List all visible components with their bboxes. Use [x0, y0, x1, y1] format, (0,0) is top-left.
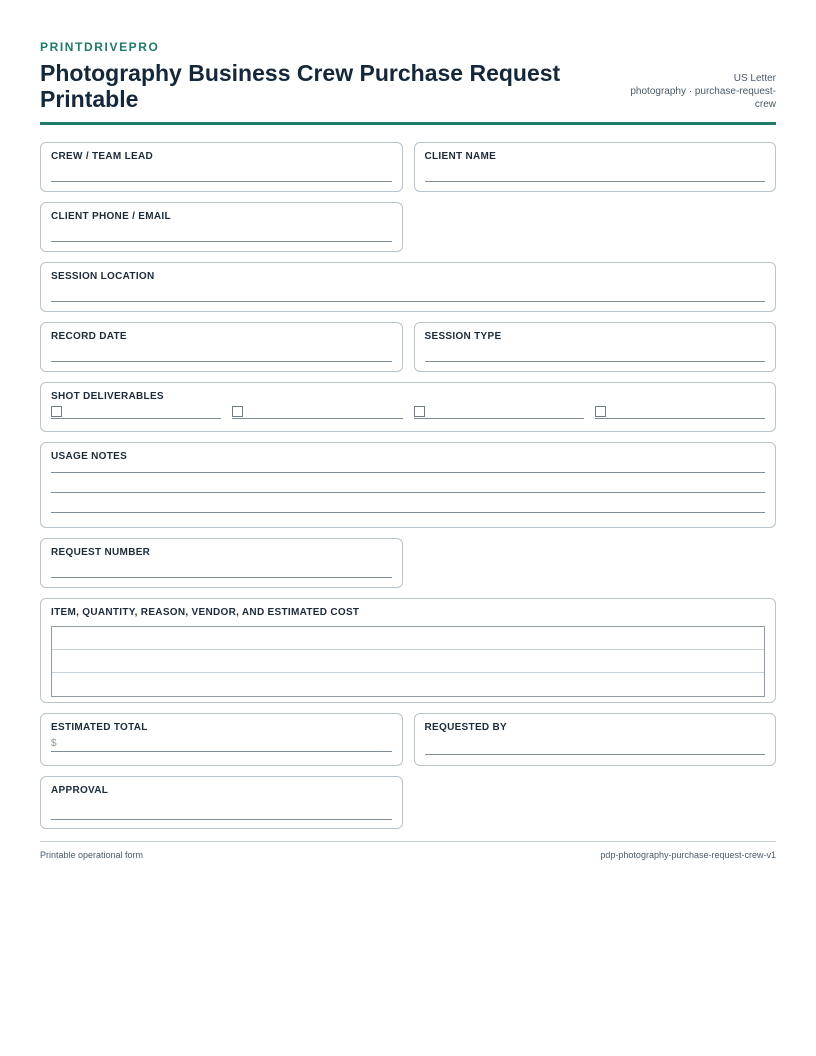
client-name-label: CLIENT NAME: [424, 151, 497, 162]
header: [40, 60, 776, 112]
crew-lead-input[interactable]: [51, 167, 392, 182]
table-row[interactable]: [52, 650, 764, 673]
empty-cell: [414, 202, 777, 252]
table-row[interactable]: [52, 673, 764, 696]
session-type-field: [414, 322, 777, 372]
empty-cell: [414, 776, 777, 829]
client-contact-field: [40, 202, 403, 252]
usage-notes-line[interactable]: [51, 473, 765, 493]
deliverable-item[interactable]: [51, 405, 221, 419]
footer-rule: [40, 841, 776, 842]
requested-by-field: [414, 713, 777, 766]
client-name-field: [414, 142, 777, 192]
paper-size: US Letter: [733, 73, 776, 84]
footer-left-text: Printable operational form: [40, 850, 144, 860]
brand-name: PRINTDRIVEPRO: [40, 40, 160, 54]
deliverables-checklist: [51, 405, 765, 419]
form-tags: photography · purchase-request-crew: [630, 86, 776, 110]
estimated-total-field: [40, 713, 403, 766]
record-date-field: [40, 322, 403, 372]
approval-field: [40, 776, 403, 829]
session-location-field: [40, 262, 776, 312]
client-contact-input[interactable]: [51, 227, 392, 242]
footer: [40, 850, 776, 860]
requested-by-label: REQUESTED BY: [424, 722, 508, 733]
item-table-field: [40, 598, 776, 703]
request-number-label: REQUEST NUMBER: [51, 547, 151, 558]
client-contact-label: CLIENT PHONE / EMAIL: [51, 211, 171, 222]
estimated-total-label: ESTIMATED TOTAL: [51, 722, 148, 733]
header-rule: [40, 122, 776, 125]
checkbox-icon[interactable]: [595, 406, 606, 417]
deliverable-item[interactable]: [595, 405, 765, 419]
approval-label: APPROVAL: [51, 785, 109, 796]
session-location-input[interactable]: [51, 287, 765, 302]
form-grid: [40, 142, 776, 829]
form-page: [40, 40, 776, 860]
checkbox-icon[interactable]: [232, 406, 243, 417]
shot-deliverables-label: SHOT DELIVERABLES: [51, 391, 164, 402]
session-type-input[interactable]: [425, 347, 766, 362]
header-meta: [609, 72, 776, 112]
checkbox-icon[interactable]: [414, 406, 425, 417]
table-row[interactable]: [52, 627, 764, 650]
deliverable-item[interactable]: [414, 405, 584, 419]
shot-deliverables-field: [40, 382, 776, 432]
approval-input[interactable]: [51, 801, 392, 820]
empty-cell: [414, 538, 777, 588]
session-type-label: SESSION TYPE: [424, 331, 502, 342]
crew-lead-field: [40, 142, 403, 192]
record-date-input[interactable]: [51, 347, 392, 362]
record-date-label: RECORD DATE: [51, 331, 127, 342]
form-id: pdp-photography-purchase-request-crew-v1: [600, 850, 776, 860]
client-name-input[interactable]: [425, 167, 766, 182]
usage-notes-line[interactable]: [51, 493, 765, 513]
requested-by-input[interactable]: [425, 738, 766, 755]
item-cost-table: [51, 626, 765, 697]
usage-notes-line[interactable]: [51, 463, 765, 473]
currency-symbol: $: [51, 738, 57, 749]
estimated-total-input[interactable]: [51, 736, 392, 752]
item-table-label: ITEM, QUANTITY, REASON, VENDOR, AND ESTIMATED COST: [51, 607, 360, 618]
usage-notes-label: USAGE NOTES: [51, 451, 128, 462]
usage-notes-field: [40, 442, 776, 528]
page-title: Photography Business Crew Purchase Request Printable: [40, 60, 561, 112]
request-number-input[interactable]: [51, 563, 392, 578]
deliverable-item[interactable]: [232, 405, 402, 419]
checkbox-icon[interactable]: [51, 406, 62, 417]
request-number-field: [40, 538, 403, 588]
session-location-label: SESSION LOCATION: [51, 271, 155, 282]
crew-lead-label: CREW / TEAM LEAD: [51, 151, 154, 162]
